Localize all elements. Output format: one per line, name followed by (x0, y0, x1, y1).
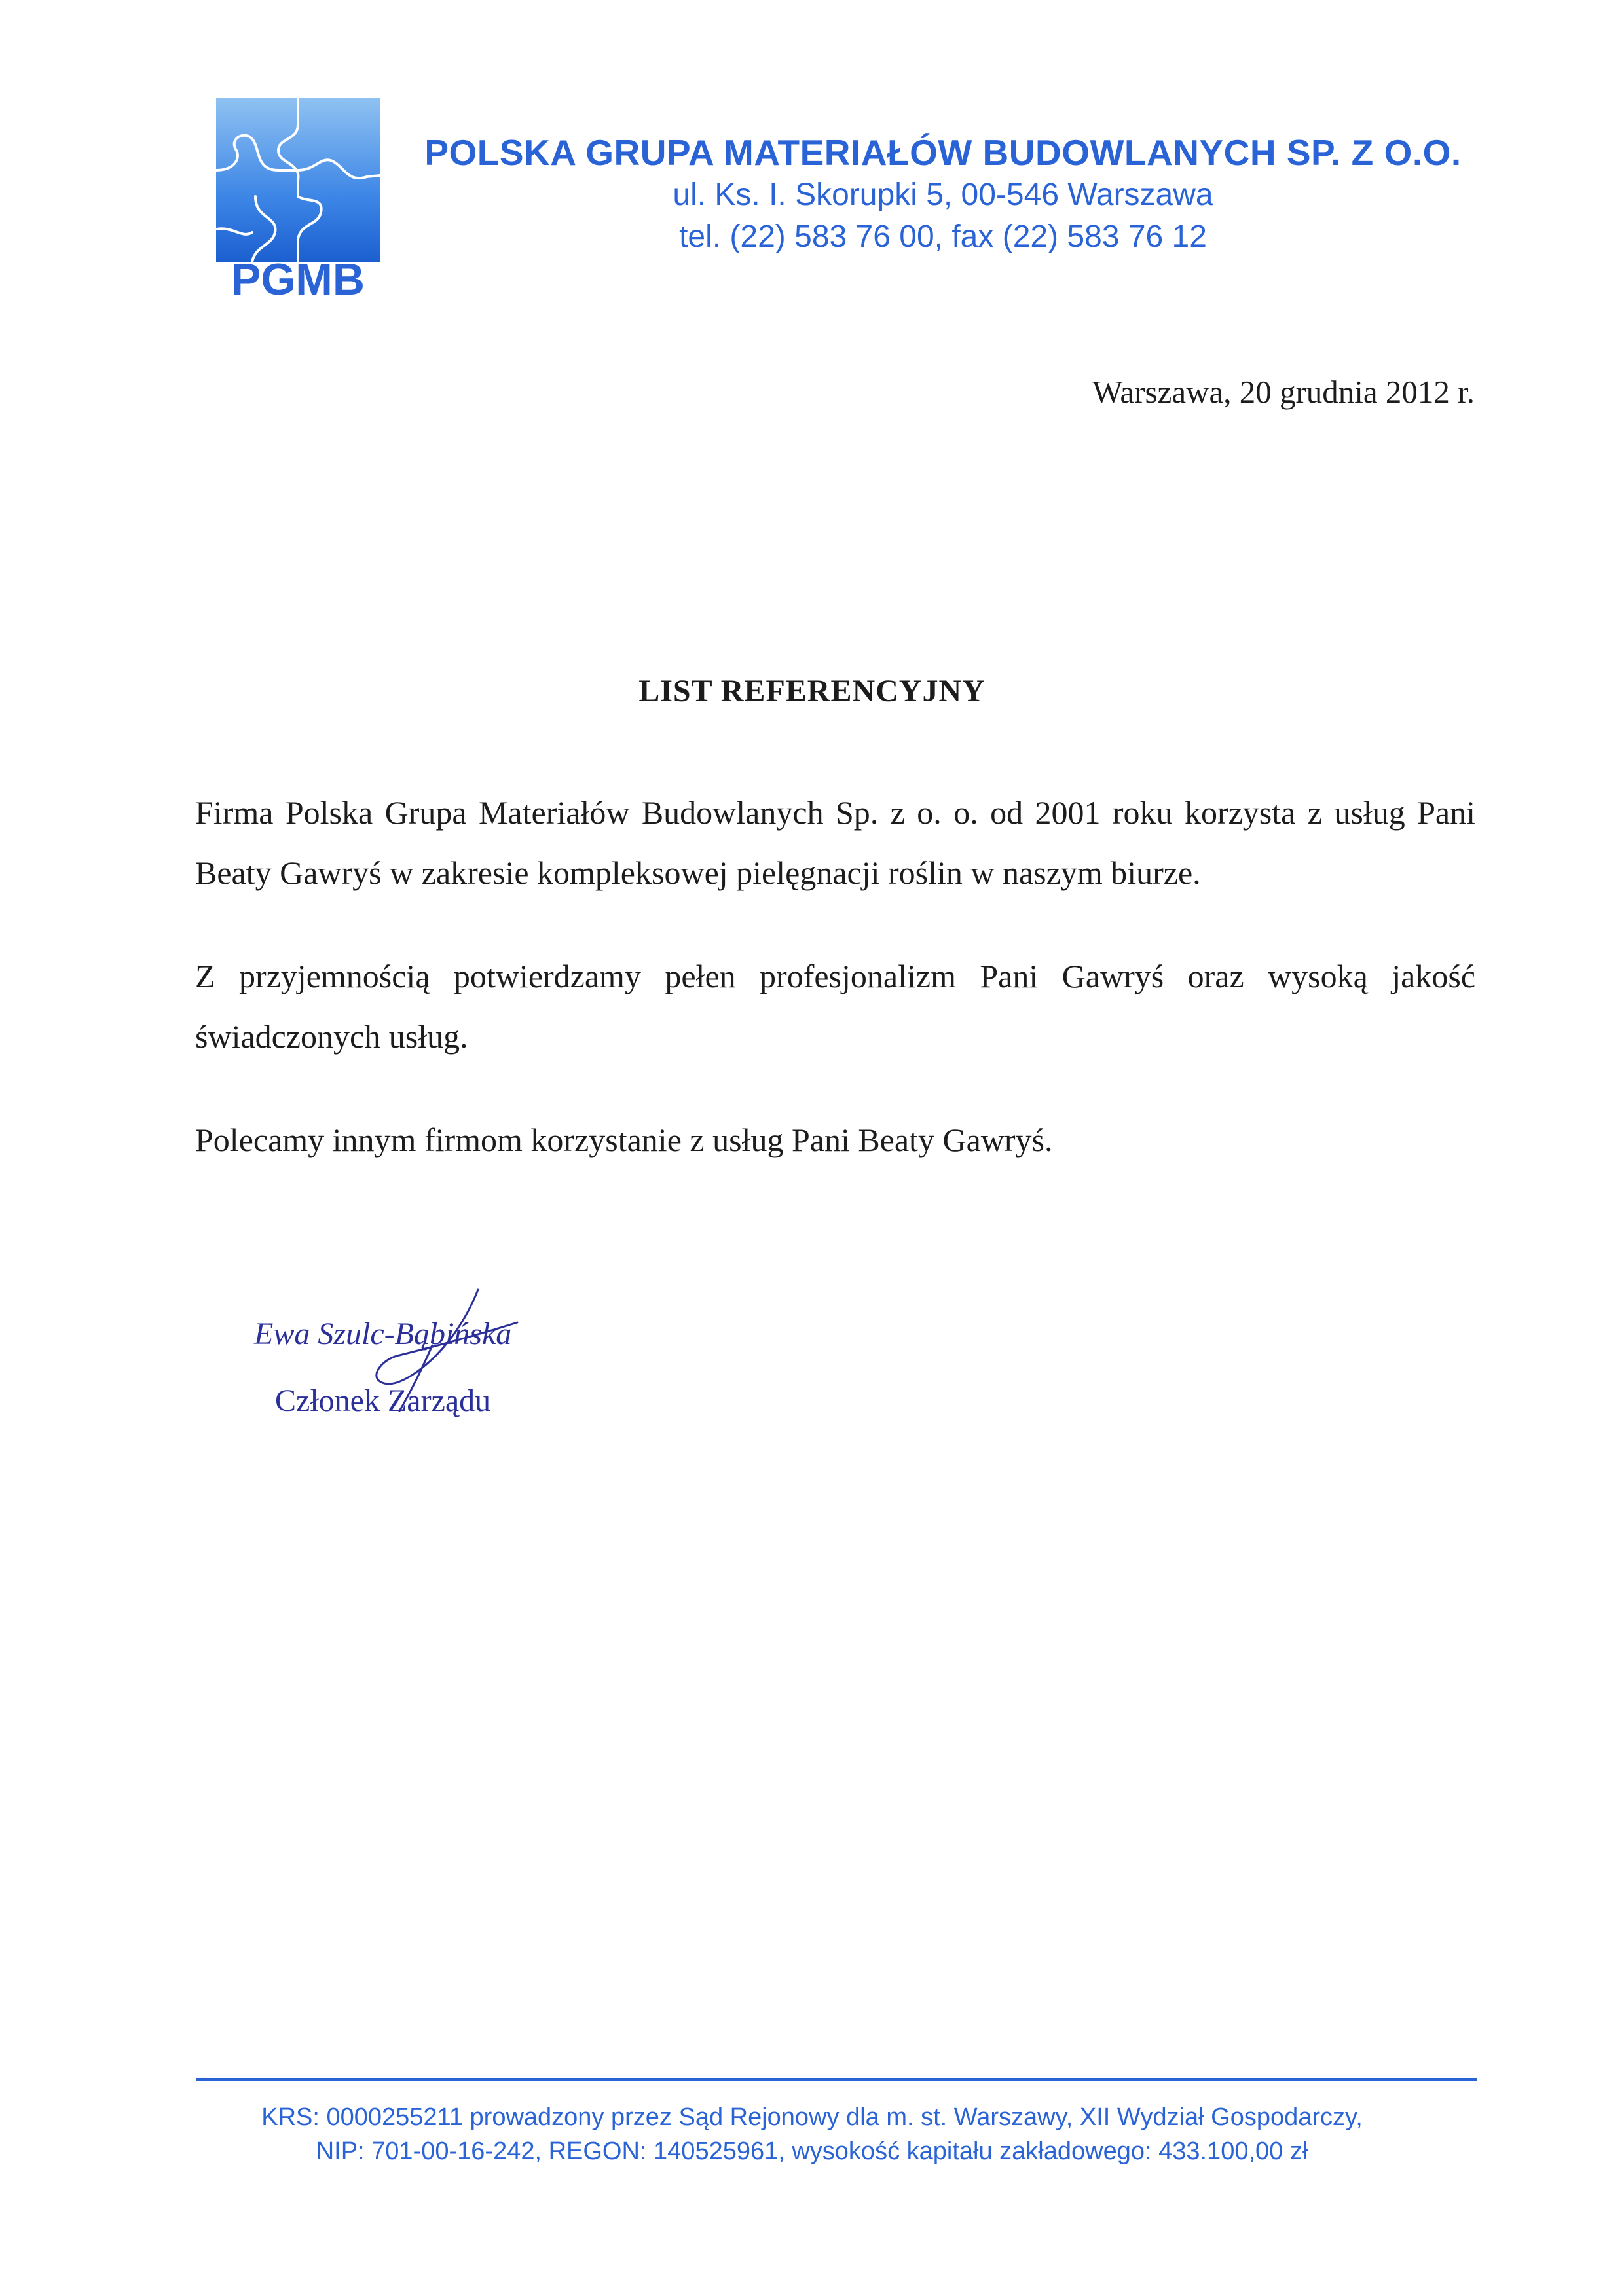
company-address: ul. Ks. I. Skorupki 5, 00-546 Warszawa (673, 177, 1213, 212)
company-footer (0, 2100, 1624, 2168)
paragraph: Z przyjemnością potwierdzamy pełen profesjonalizm Pani Gawryś oraz wysoką jakość świadczonych usług. (195, 958, 1475, 1055)
footer-divider (196, 2078, 1477, 2081)
company-name: POLSKA GRUPA MATERIAŁÓW BUDOWLANYCH SP. Z O.O. (424, 132, 1462, 173)
footer-tax-line: NIP: 701-00-16-242, REGON: 140525961, wysokość kapitału zakładowego: 433.100,00 zł (316, 2138, 1308, 2165)
date-line: Warszawa, 20 grudnia 2012 r. (1092, 374, 1475, 410)
handwritten-signature (354, 1283, 537, 1414)
document-title: LIST REFERENCYJNY (638, 674, 986, 708)
company-header (419, 131, 1467, 258)
company-logo (216, 98, 380, 308)
footer-registry-line: KRS: 0000255211 prowadzony przez Sąd Rejonowy dla m. st. Warszawy, XII Wydział Gospodarczy, (261, 2104, 1363, 2131)
paragraph: Polecamy innym firmom korzystanie z usług Pani Beaty Gawryś. (195, 1121, 1053, 1158)
signatory-name: Ewa Szulc-Bąbińska (254, 1317, 512, 1351)
signatory-role: Członek Zarządu (275, 1383, 491, 1418)
puzzle-logo-icon (216, 98, 380, 308)
logo-text: PGMB (231, 255, 365, 304)
letter-body (195, 782, 1475, 1213)
paragraph: Firma Polska Grupa Materiałów Budowlanych Sp. z o. o. od 2001 roku korzysta z usług Pani Beaty Gawryś w zakresie kompleksowej pielęgnacji roślin w naszym biurze. (195, 794, 1475, 891)
company-contact: tel. (22) 583 76 00, fax (22) 583 76 12 (679, 219, 1207, 254)
